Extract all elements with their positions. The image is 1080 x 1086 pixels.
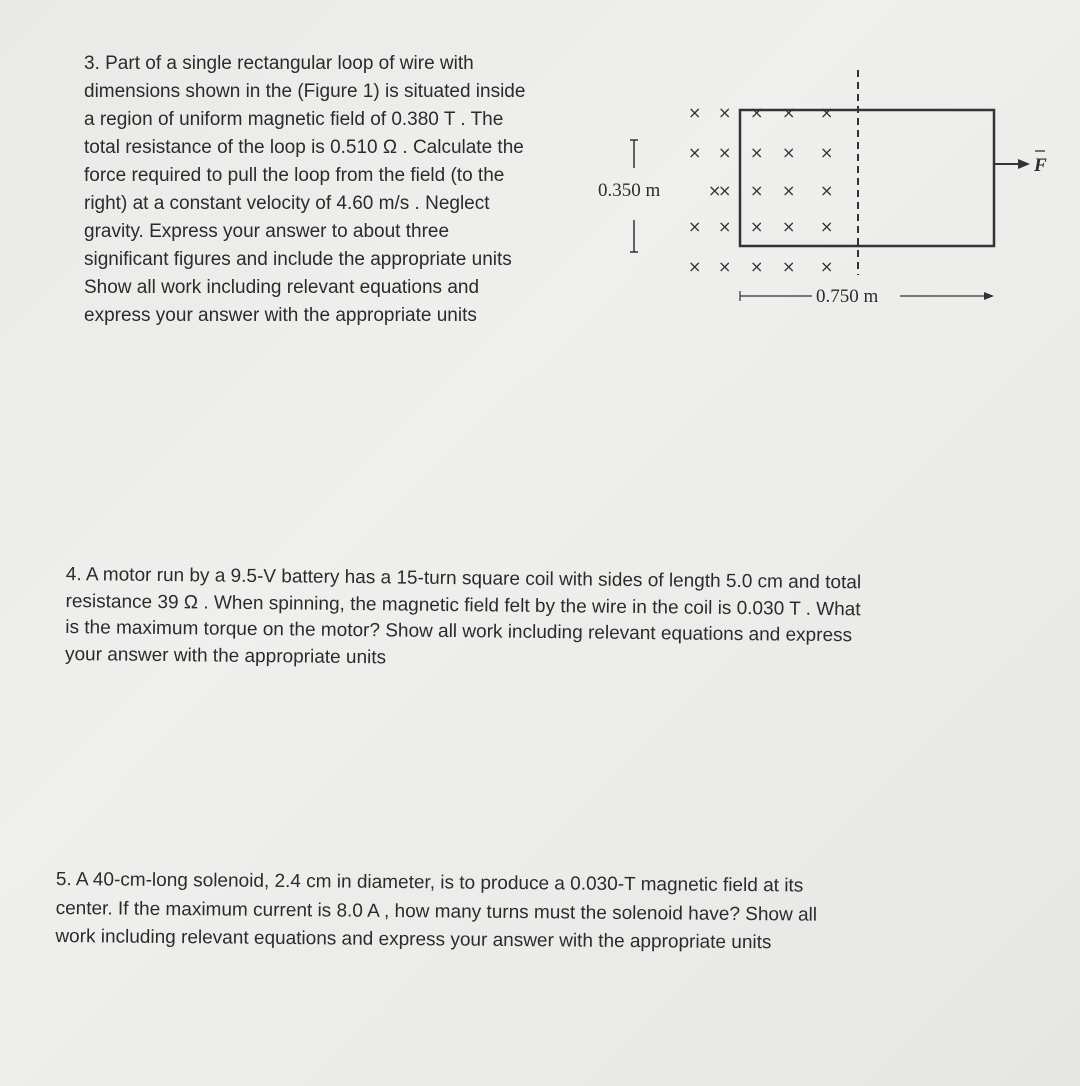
problem-4-line: resistance 39 Ω . When spinning, the magnetic field felt by the wire in the coil is 0.030 T . What — [65, 590, 861, 620]
problem-5-text — [55, 866, 976, 960]
field-x-mark: × — [688, 217, 702, 236]
problem-3-line: Show all work including relevant equations and — [84, 277, 480, 298]
width-arrowhead — [984, 292, 994, 300]
field-x-mark: × — [750, 103, 764, 122]
problem-5-line: work including relevant equations and express your answer with the appropriate units — [55, 925, 772, 954]
problem-3-line: 3. Part of a single rectangular loop of wire with — [84, 53, 474, 74]
field-x-mark: × — [750, 143, 764, 162]
field-x-mark: × — [750, 257, 764, 276]
field-x-mark: × — [820, 143, 834, 162]
magnetic-field-marks — [688, 103, 833, 276]
field-x-mark: × — [688, 103, 702, 122]
field-x-mark: × — [718, 143, 732, 162]
problem-3-line: right) at a constant velocity of 4.60 m/s . Neglect — [84, 193, 490, 214]
figure-1-loop-diagram — [590, 60, 1047, 330]
problem-3-line: dimensions shown in the (Figure 1) is situated inside — [84, 81, 526, 102]
field-x-mark: × — [820, 217, 834, 236]
problem-3-line: total resistance of the loop is 0.510 Ω . Calculate the — [84, 137, 524, 158]
problem-4-line: is the maximum torque on the motor? Show all work including relevant equations and express — [65, 616, 853, 647]
field-x-mark: × — [708, 181, 722, 200]
field-x-mark: × — [688, 257, 702, 276]
field-x-mark: × — [782, 103, 796, 122]
problem-3-line: gravity. Express your answer to about three — [84, 221, 450, 242]
height-label: 0.350 m — [598, 180, 661, 201]
field-x-mark: × — [718, 257, 732, 276]
field-x-mark: × — [782, 143, 796, 162]
problem-4-line: your answer with the appropriate units — [64, 643, 387, 668]
field-x-mark: × — [718, 181, 732, 200]
problem-5-line: center. If the maximum current is 8.0 A , how many turns must the solenoid have? Show all — [55, 897, 818, 926]
field-x-mark: × — [750, 181, 764, 200]
field-x-mark: × — [782, 217, 796, 236]
force-arrowhead — [1018, 159, 1030, 169]
field-x-mark: × — [688, 143, 702, 162]
problem-3-line: express your answer with the appropriate units — [84, 305, 477, 326]
problem-3-line: a region of uniform magnetic field of 0.380 T . The — [84, 109, 504, 130]
problem-3-text — [84, 50, 604, 330]
problem-5-line: 5. A 40-cm-long solenoid, 2.4 cm in diameter, is to produce a 0.030-T magnetic field at its — [55, 868, 804, 897]
field-x-mark: × — [782, 257, 796, 276]
field-x-mark: × — [820, 257, 834, 276]
field-x-mark: × — [820, 103, 834, 122]
problem-3-line: force required to pull the loop from the field (to the — [84, 165, 505, 186]
problem-4-line: 4. A motor run by a 9.5-V battery has a 15-turn square coil with sides of length 5.0 cm and total — [65, 563, 862, 594]
field-x-mark: × — [718, 103, 732, 122]
force-label: F — [1034, 155, 1047, 176]
field-x-mark: × — [750, 217, 764, 236]
width-label: 0.750 m — [816, 286, 879, 307]
field-x-mark: × — [718, 217, 732, 236]
problem-3-line: significant figures and include the appropriate units — [84, 249, 512, 270]
wire-loop — [740, 110, 994, 246]
problem-4-text — [65, 562, 986, 678]
figure-1-svg — [590, 60, 1047, 330]
field-x-mark: × — [820, 181, 834, 200]
field-x-mark: × — [782, 181, 796, 200]
